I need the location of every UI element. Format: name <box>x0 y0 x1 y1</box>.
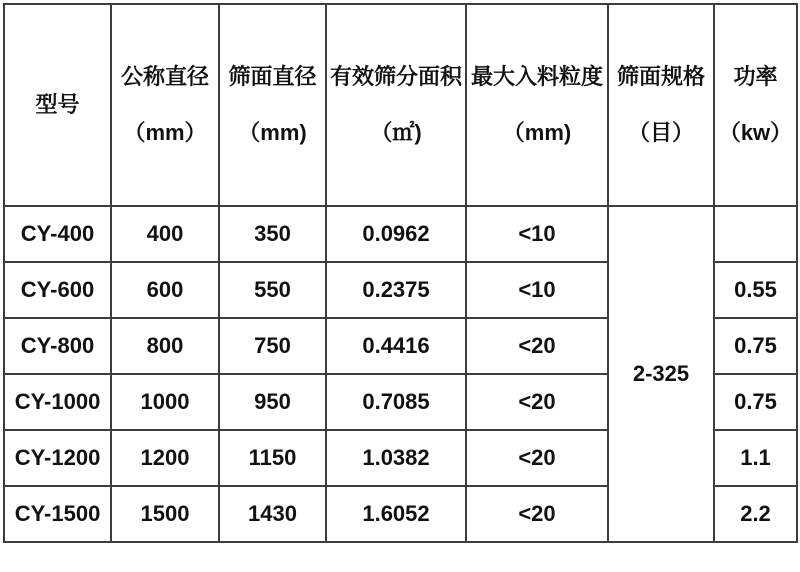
cell-power: 0.75 <box>714 374 797 430</box>
cell-nominal-diameter: 400 <box>111 206 219 262</box>
cell-effective-area: 0.0962 <box>326 206 466 262</box>
cell-nominal-diameter: 1000 <box>111 374 219 430</box>
cell-effective-area: 0.2375 <box>326 262 466 318</box>
cell-max-feed: <10 <box>466 262 608 318</box>
cell-model: CY-400 <box>4 206 111 262</box>
cell-nominal-diameter: 800 <box>111 318 219 374</box>
cell-effective-area: 1.6052 <box>326 486 466 542</box>
header-title-nominal-diameter: 公称直径 <box>120 63 209 89</box>
spec-table <box>3 3 798 543</box>
cell-model: CY-800 <box>4 318 111 374</box>
cell-effective-area: 1.0382 <box>326 430 466 486</box>
header-cell-max-feed <box>466 4 608 206</box>
header-cell-screen-mesh <box>608 4 714 206</box>
table-row <box>4 206 797 262</box>
header-unit-screen-mesh: （目） <box>627 120 694 145</box>
cell-max-feed: <20 <box>466 430 608 486</box>
cell-model: CY-1200 <box>4 430 111 486</box>
cell-power: 0.55 <box>714 262 797 318</box>
header-unit-max-feed: （mm) <box>502 120 572 145</box>
cell-screen-diameter: 750 <box>219 318 326 374</box>
header-unit-effective-area: （㎡) <box>370 120 422 145</box>
cell-nominal-diameter: 1500 <box>111 486 219 542</box>
header-cell-model <box>4 4 111 206</box>
cell-model: CY-600 <box>4 262 111 318</box>
header-cell-effective-area <box>326 4 466 206</box>
cell-effective-area: 0.4416 <box>326 318 466 374</box>
header-title-power: 功率 <box>733 63 778 89</box>
cell-max-feed: <20 <box>466 318 608 374</box>
header-cell-power <box>714 4 797 206</box>
cell-model: CY-1000 <box>4 374 111 430</box>
header-row <box>4 4 797 206</box>
cell-screen-diameter: 1430 <box>219 486 326 542</box>
cell-power: 2.2 <box>714 486 797 542</box>
cell-effective-area: 0.7085 <box>326 374 466 430</box>
cell-max-feed: <20 <box>466 486 608 542</box>
header-title-screen-mesh: 筛面规格 <box>616 63 705 89</box>
cell-model: CY-1500 <box>4 486 111 542</box>
cell-power: 0.75 <box>714 318 797 374</box>
cell-screen-diameter: 550 <box>219 262 326 318</box>
cell-screen-diameter: 350 <box>219 206 326 262</box>
cell-screen-diameter: 1150 <box>219 430 326 486</box>
header-unit-power: （kw） <box>718 120 793 145</box>
cell-screen-mesh-merged: 2-325 <box>608 206 714 542</box>
header-title-model: 型号 <box>35 91 80 117</box>
cell-power <box>714 206 797 262</box>
cell-nominal-diameter: 600 <box>111 262 219 318</box>
header-unit-nominal-diameter: （mm） <box>123 120 207 145</box>
header-cell-screen-diameter <box>219 4 326 206</box>
header-cell-nominal-diameter <box>111 4 219 206</box>
cell-screen-diameter: 950 <box>219 374 326 430</box>
cell-max-feed: <10 <box>466 206 608 262</box>
header-unit-screen-diameter: （mm) <box>238 120 307 145</box>
cell-power: 1.1 <box>714 430 797 486</box>
header-title-effective-area: 有效筛分面积 <box>329 63 462 89</box>
header-title-max-feed: 最大入料粒度 <box>470 63 603 89</box>
cell-nominal-diameter: 1200 <box>111 430 219 486</box>
cell-max-feed: <20 <box>466 374 608 430</box>
header-title-screen-diameter: 筛面直径 <box>228 63 317 89</box>
